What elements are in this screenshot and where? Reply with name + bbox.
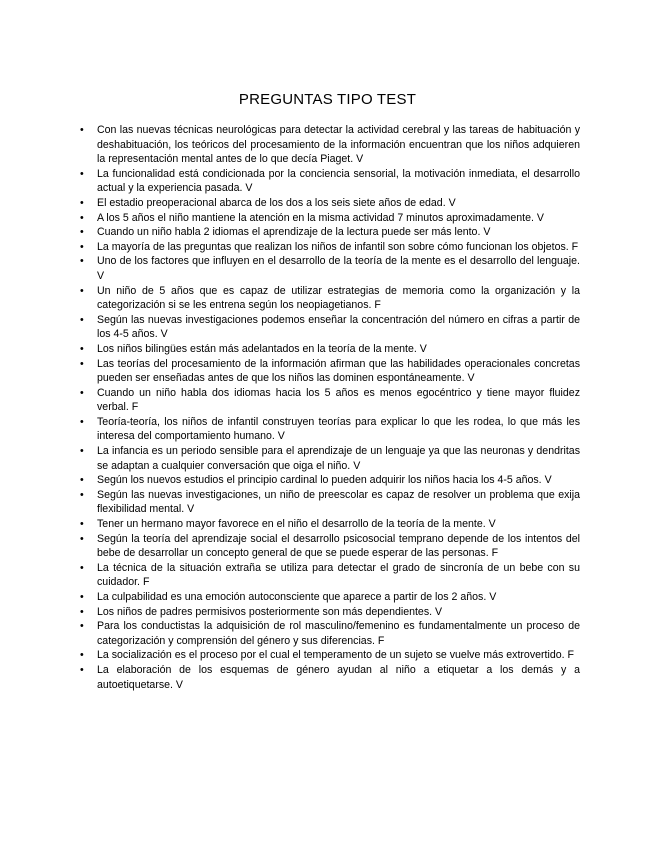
question-item — [80, 532, 580, 561]
question-item — [80, 225, 580, 240]
question-item — [80, 240, 580, 255]
question-item — [80, 619, 580, 648]
question-text: Las teorías del procesamiento de la información afirman que las habilidades operacionales concretas pueden ser enseñadas antes de que los niños las dominen espontáneamente. V — [97, 357, 580, 385]
question-item — [80, 561, 580, 590]
question-item — [80, 254, 580, 283]
question-text: A los 5 años el niño mantiene la atención en la misma actividad 7 minutos aproximadamente. V — [97, 211, 544, 224]
question-text: Los niños de padres permisivos posteriormente son más dependientes. V — [97, 605, 443, 618]
question-item — [80, 605, 580, 620]
question-text: La técnica de la situación extraña se utiliza para detectar el grado de sincronía de un bebe con su cuidador. F — [97, 561, 580, 589]
question-text: La funcionalidad está condicionada por la conciencia sensorial, la motivación inmediata, el desarrollo actual y la experiencia pasada. V — [97, 167, 580, 195]
bullet-icon: • — [80, 284, 84, 297]
bullet-icon: • — [80, 211, 84, 224]
question-list — [80, 123, 580, 692]
question-item — [80, 167, 580, 196]
bullet-icon: • — [80, 605, 84, 618]
question-text: La elaboración de los esquemas de género ayudan al niño a etiquetar a los demás y a autoetiquetarse. V — [97, 663, 580, 691]
bullet-icon: • — [80, 124, 84, 136]
question-item — [80, 284, 580, 313]
bullet-icon: • — [80, 255, 84, 268]
question-text: La socialización es el proceso por el cual el temperamento de un sujeto se vuelve más extrovertido. F — [97, 649, 574, 662]
page-title: PREGUNTAS TIPO TEST — [238, 91, 417, 108]
question-item — [80, 342, 580, 357]
question-item — [80, 386, 580, 415]
question-item — [80, 415, 580, 444]
question-text: Un niño de 5 años que es capaz de utilizar estrategias de memoria como la organización y la categorización si se les entrena según los neopiagetianos. F — [97, 284, 580, 312]
bullet-icon: • — [80, 445, 84, 458]
bullet-icon: • — [80, 532, 84, 545]
question-item — [80, 357, 580, 386]
question-text: Para los conductistas la adquisición de rol masculino/femenino es fundamentalmente un proceso de categorización y comprensión del género y sus diferencias. F — [97, 620, 580, 647]
bullet-icon: • — [80, 415, 84, 428]
question-item — [80, 663, 580, 692]
bullet-icon: • — [80, 386, 84, 399]
question-text: Los niños bilingües están más adelantados en la teoría de la mente. V — [97, 342, 427, 355]
question-item — [80, 517, 580, 532]
bullet-icon: • — [80, 663, 84, 676]
question-item — [80, 488, 580, 517]
bullet-icon: • — [80, 240, 84, 253]
bullet-icon: • — [80, 518, 84, 531]
question-text: Cuando un niño habla 2 idiomas el aprendizaje de la lectura puede ser más lento. V — [97, 226, 491, 239]
bullet-icon: • — [80, 196, 84, 209]
question-text: Según la teoría del aprendizaje social el desarrollo psicosocial temprano depende de los intentos del bebe de desarrollar un concepto general de que se puede esperar de las personas. F — [97, 532, 580, 560]
question-text: El estadio preoperacional abarca de los dos a los seis siete años de edad. V — [97, 196, 456, 209]
question-text: Según los nuevos estudios el principio cardinal lo pueden adquirir los niños hacia los 4-5 años. V — [97, 474, 552, 487]
question-text: Según las nuevas investigaciones podemos enseñar la concentración del número en cifras a partir de los 4-5 años. V — [97, 313, 580, 341]
question-text: Teoría-teoría, los niños de infantil construyen teorías para explicar lo que les rodea, lo que más les interesa del comportamiento humano. V — [97, 415, 580, 443]
bullet-icon: • — [80, 620, 84, 633]
question-item — [80, 444, 580, 473]
question-text: Con las nuevas técnicas neurológicas para detectar la actividad cerebral y las tareas de habituación y deshabituación, los teóricos del procesamiento de la información encuentran que los niños adquieren la representación mental antes de lo que decía Piaget. V — [97, 124, 580, 166]
bullet-icon: • — [80, 226, 84, 239]
bullet-icon: • — [80, 342, 84, 355]
question-text: Cuando un niño habla dos idiomas hacia los 5 años es menos egocéntrico y tiene mayor fluidez verbal. F — [97, 386, 580, 414]
question-text: La mayoría de las preguntas que realizan los niños de infantil son sobre cómo funcionan los objetos. F — [97, 240, 579, 253]
question-item — [80, 123, 580, 167]
question-item — [80, 211, 580, 226]
bullet-icon: • — [80, 357, 84, 370]
question-text: Según las nuevas investigaciones, un niño de preescolar es capaz de resolver un problema que exija flexibilidad mental. V — [97, 488, 580, 516]
bullet-icon: • — [80, 167, 84, 180]
question-text: La culpabilidad es una emoción autoconsciente que aparece a partir de los 2 años. V — [97, 591, 497, 603]
question-text: Uno de los factores que influyen en el desarrollo de la teoría de la mente es el desarrollo del lenguaje. V — [97, 255, 580, 282]
bullet-icon: • — [80, 561, 84, 574]
bullet-icon: • — [80, 474, 84, 487]
question-item — [80, 590, 580, 605]
question-item — [80, 196, 580, 211]
bullet-icon: • — [80, 488, 84, 501]
question-item — [80, 313, 580, 342]
question-text: Tener un hermano mayor favorece en el niño el desarrollo de la teoría de la mente. V — [97, 518, 496, 531]
bullet-icon: • — [80, 313, 84, 326]
question-item — [80, 648, 580, 663]
bullet-icon: • — [80, 649, 84, 662]
question-text: La infancia es un periodo sensible para el aprendizaje de un lenguaje ya que las neuronas y dendritas se adaptan a cualquier conversación que oiga el niño. V — [97, 445, 580, 472]
question-item — [80, 473, 580, 488]
bullet-icon: • — [80, 591, 84, 603]
